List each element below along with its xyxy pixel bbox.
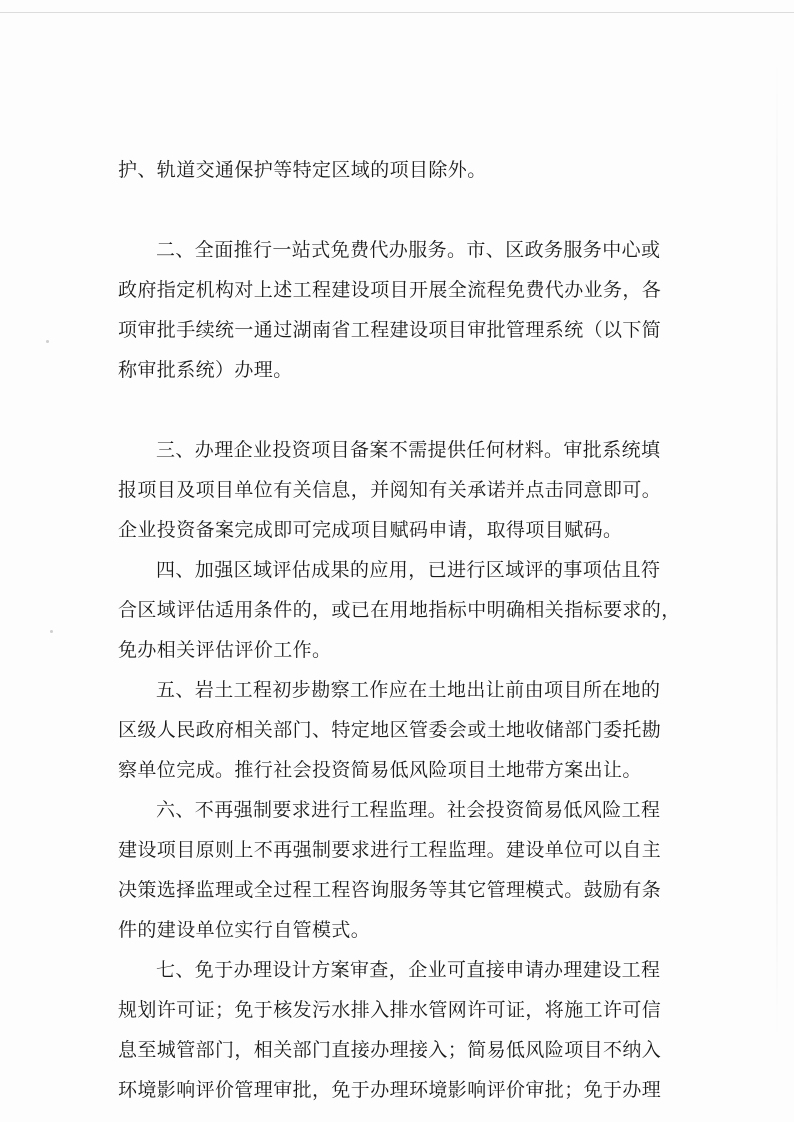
body-text [118, 150, 718, 1110]
text-line: 称审批系统）办理。 [118, 359, 293, 381]
text-line: 报项目及项目单位有关信息，并阅知有关承诺并点击同意即可。 [118, 479, 662, 501]
text-line: 规划许可证；免于核发污水排入排水管网许可证，将施工许可信 [118, 999, 662, 1021]
text-line: 项审批手续统一通过湖南省工程建设项目审批管理系统（以下简 [118, 319, 662, 341]
paragraph-5-heading-line: 五、岩土工程初步勘察工作应在土地出让前由项目所在地的 [156, 679, 661, 701]
text-line: 息至城管部门，相关部门直接办理接入；简易低风险项目不纳入 [118, 1039, 662, 1061]
paragraph-6-heading-line: 六、不再强制要求进行工程监理。社会投资简易低风险工程 [156, 799, 661, 821]
paragraph-2-heading-line: 二、全面推行一站式免费代办服务。市、区政务服务中心或 [156, 239, 661, 261]
text-line: 决策选择监理或全过程工程咨询服务等其它管理模式。鼓励有条 [118, 879, 662, 901]
scan-speck [50, 630, 53, 633]
text-line: 件的建设单位实行自管模式。 [118, 919, 371, 941]
text-line: 合区域评估适用条件的，或已在用地指标中明确相关指标要求的， [118, 599, 681, 621]
paragraph-3-heading-line: 三、办理企业投资项目备案不需提供任何材料。审批系统填 [156, 439, 661, 461]
text-line: 护、轨道交通保护等特定区域的项目除外。 [118, 159, 487, 181]
text-line: 察单位完成。推行社会投资简易低风险项目土地带方案出让。 [118, 759, 642, 781]
paragraph-4-heading-line: 四、加强区域评估成果的应用，已进行区域评的事项估且符 [156, 559, 661, 581]
text-line: 政府指定机构对上述工程建设项目开展全流程免费代办业务，各 [118, 279, 662, 301]
text-line: 免办相关评估评价工作。 [118, 639, 332, 661]
text-line: 企业投资备案完成即可完成项目赋码申请，取得项目赋码。 [118, 519, 623, 541]
paragraph-7-heading-line: 七、免于办理设计方案审查，企业可直接申请办理建设工程 [156, 959, 661, 981]
scan-speck [46, 340, 49, 343]
page-top-edge [0, 12, 794, 13]
text-line: 建设项目原则上不再强制要求进行工程监理。建设单位可以自主 [118, 839, 662, 861]
text-line: 区级人民政府相关部门、特定地区管委会或土地收储部门委托勘 [118, 719, 662, 741]
scan-edge-shadow [776, 60, 778, 1040]
text-line: 环境影响评价管理审批，免于办理环境影响评价审批；免于办理 [118, 1079, 662, 1101]
